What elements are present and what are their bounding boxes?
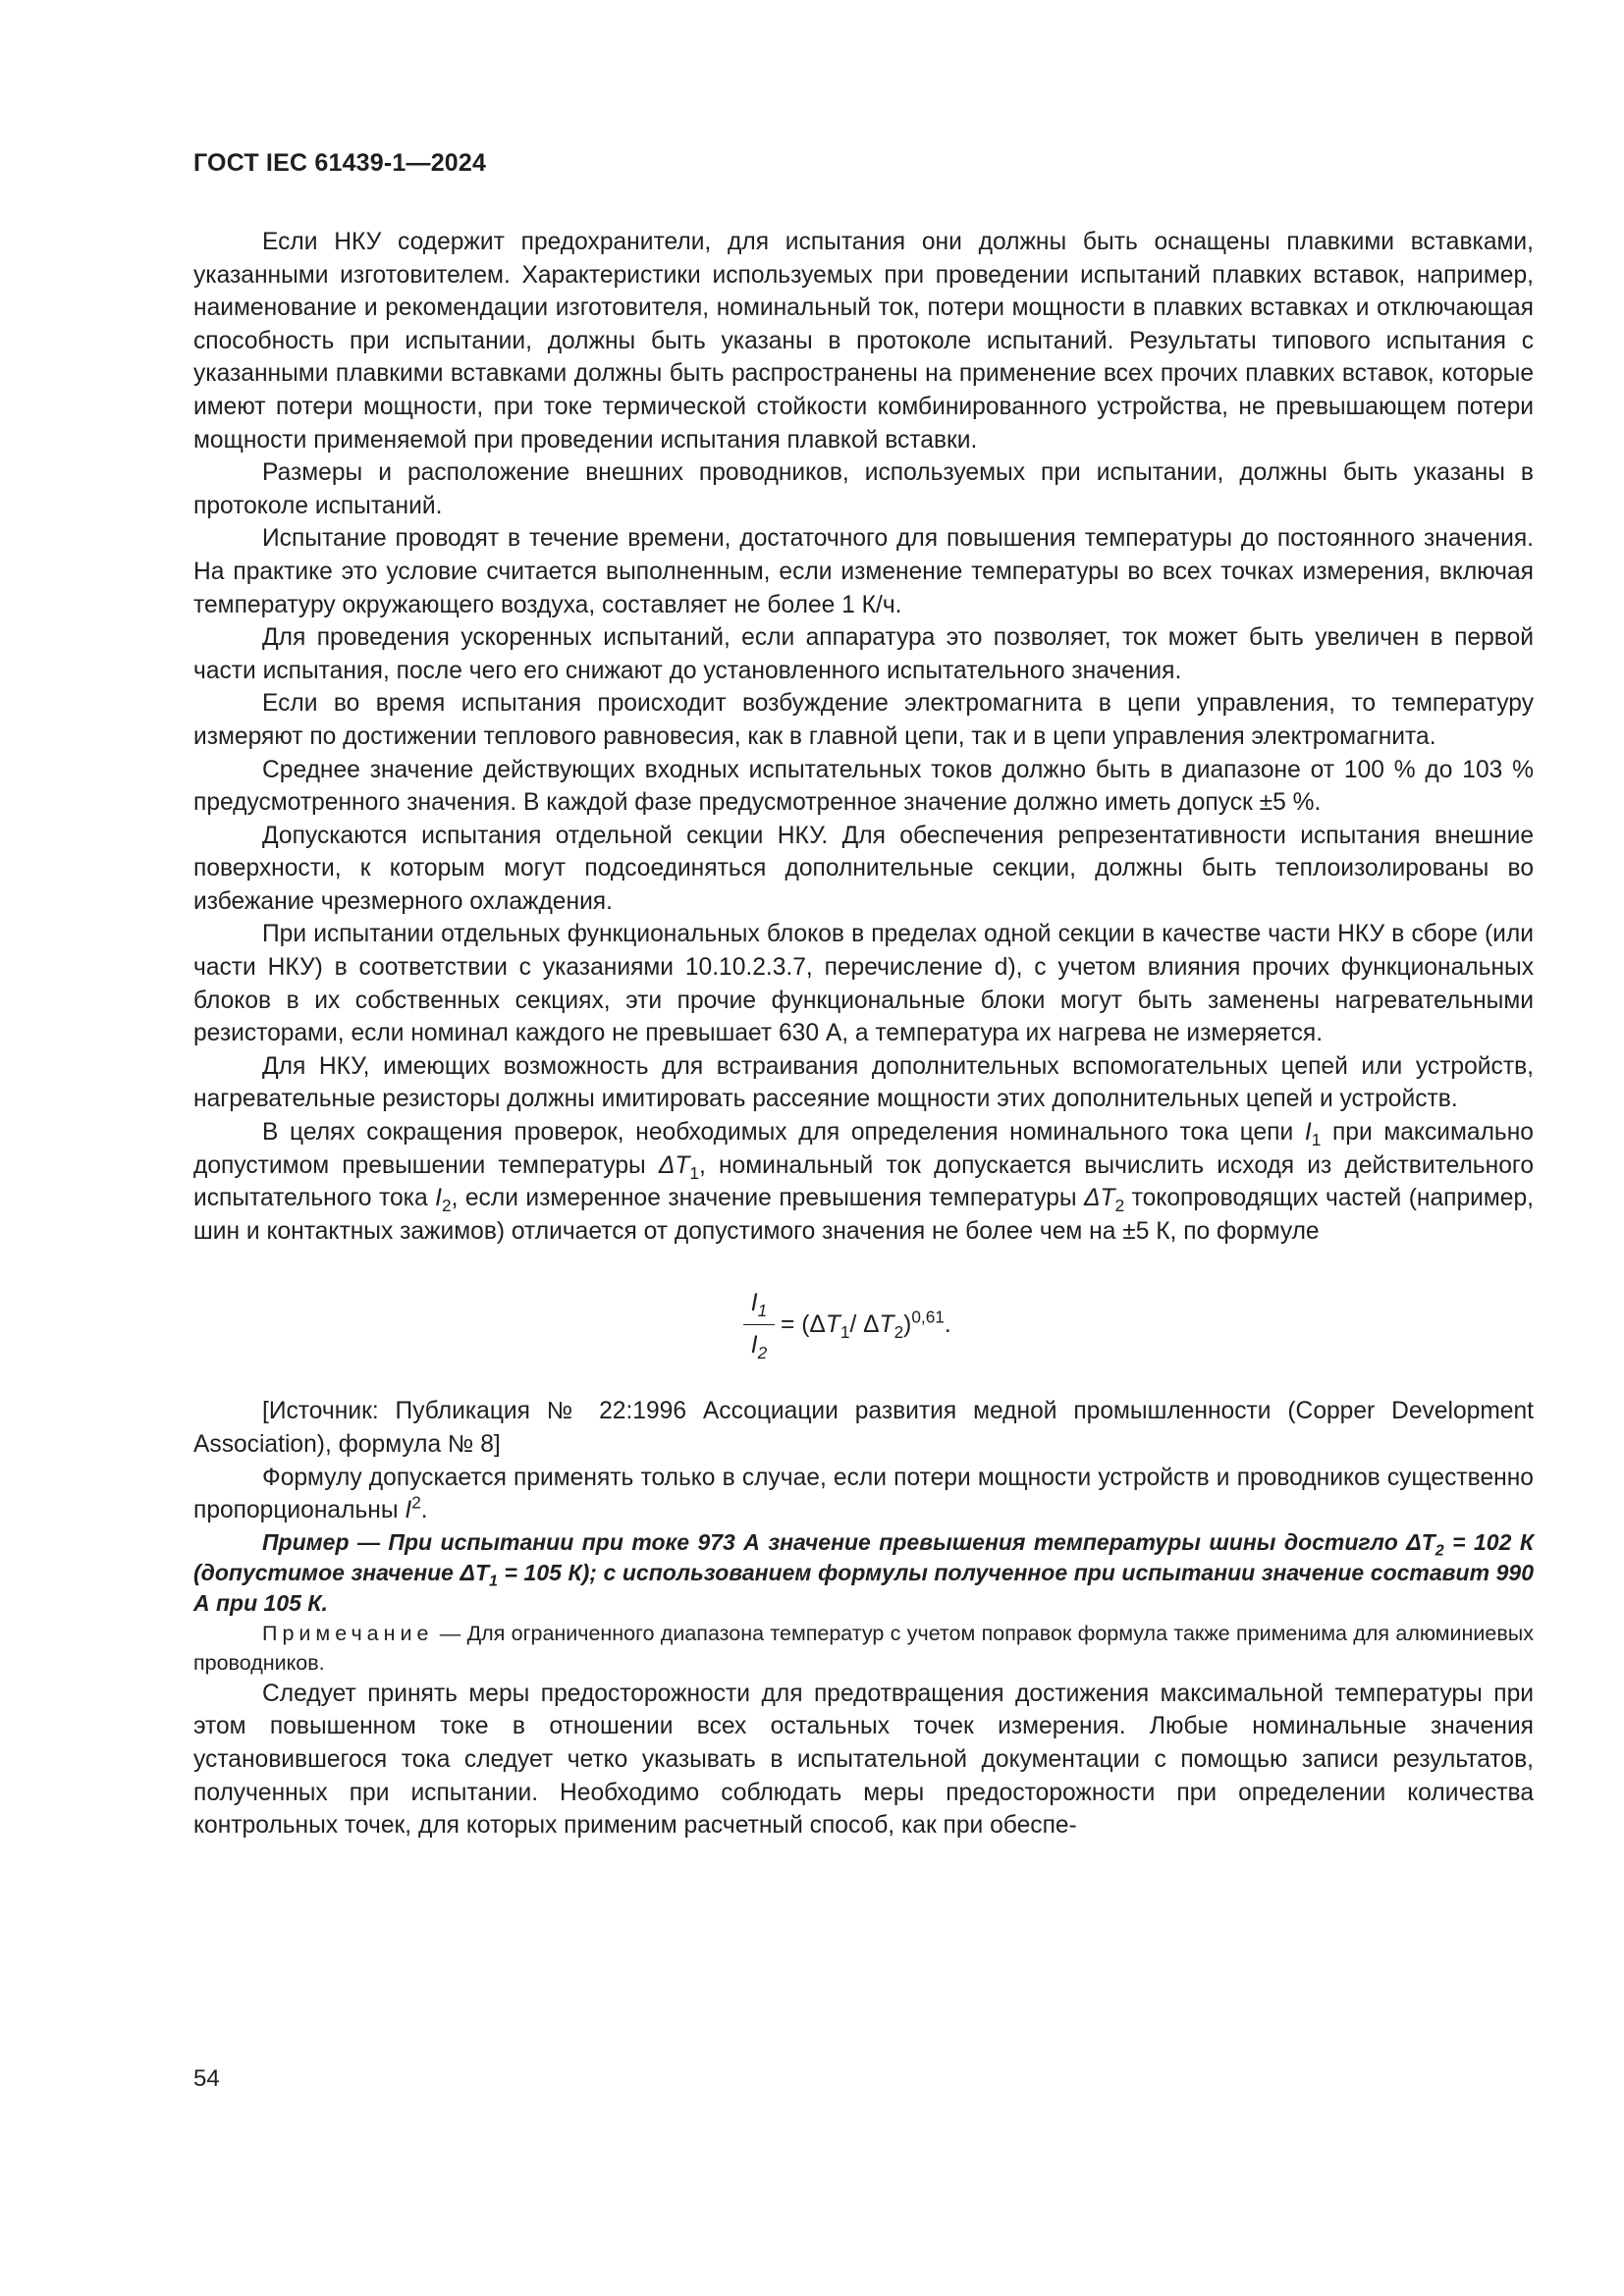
paragraph-source: [Источник: Публикация № 22:1996 Ассоциации развития медной промышленности (Copper Development Association), формула № 8] <box>193 1398 1534 1458</box>
paragraph-precautions: Следует принять меры предосторожности для предотвращения достижения максимальной температуры при этом повышенном токе в отношении всех остальных точек измерения. Любые номинальные значения установившегося тока следует четко указывать в испытательной документации с помощью записи результатов, полученных при испытании. Необходимо соблюдать меры предосторожности при определении количества контрольных точек, для которых применим расчетный способ, как при обеспе- <box>193 1680 1534 1840</box>
paragraph-formula-use: Формулу допускается применять только в случае, если потери мощности устройств и проводников существенно пропорциональны $I^2$. <box>193 1464 1534 1524</box>
paragraph-functional-units: При испытании отдельных функциональных блоков в пределах одной секции в качестве части НКУ в сборе (или части НКУ) в соответствии с указаниями 10.10.2.3.7, перечисление d), с учетом влияния прочих функциональных блоков в их собственных секциях, эти прочие функциональные блоки могут быть заменены нагревательными резисторами, если номинал каждого не превышает 630 А, а температура их нагрева не измеряется. <box>193 921 1534 1047</box>
paragraph-accelerated-tests: Для проведения ускоренных испытаний, если аппаратура это позволяет, ток может быть увеличен в первой части испытания, после чего его снижают до установленного испытательного значения. <box>193 624 1534 684</box>
paragraph-reduction: В целях сокращения проверок, необходимых для определения номинального тока цепи $I_1$ при максимально допустимом превышении температуры $\Delta T_1$, номинальный ток допускается вычислить исходя из действительного испытательного тока $I_2$, если измеренное значение превышения температуры $\Delta T_2$ токопроводящих частей (например, шин и контактных зажимов) отличается от допустимого значения не более чем на ±5 К, по формуле <box>193 1119 1534 1245</box>
formula <box>743 1277 1534 1371</box>
paragraph-conductors: Размеры и расположение внешних проводников, используемых при испытании, должны быть указаны в протоколе испытаний. <box>193 459 1534 519</box>
paragraph-test-currents: Среднее значение действующих входных испытательных токов должно быть в диапазоне от 100 % до 103 % предусмотренного значения. В каждой фазе предусмотренное значение должно иметь допуск ±5 %. <box>193 756 1534 817</box>
example-block: Пример — При испытании при токе 973 А значение превышения температуры шины достигло $\Delta T_2 = 102$ К (допустимое значение $\Delta T_1 = 105$ К); с использованием формулы полученное при испытании значение составит 990 А при 105 К. <box>193 1528 1535 1616</box>
formula-fraction <box>743 1287 775 1363</box>
paragraph-test-duration: Испытание проводят в течение времени, достаточного для повышения температуры до постоянного значения. На практике это условие считается выполненным, если изменение температуры во всех точках измерения, включая температуру окружающего воздуха, составляет не более 1 К/ч. <box>193 525 1534 618</box>
formula-numerator: $I_1$ <box>750 1289 768 1320</box>
page-number: 54 <box>193 2065 220 2092</box>
formula-right-side: = ($\Delta T_1/$ $\Delta T_2)^{0,61}$. <box>781 1307 951 1342</box>
paragraph-section-testing: Допускаются испытания отдельной секции НКУ. Для обеспечения репрезентативности испытания внешние поверхности, к которым могут подсоединяться дополнительные секции, должны быть теплоизолированы во избежание чрезмерного охлаждения. <box>193 822 1534 915</box>
body-text <box>193 226 1534 1842</box>
paragraph-auxiliary-circuits: Для НКУ, имеющих возможность для встраивания дополнительных вспомогательных цепей или устройств, нагревательные резисторы должны имитировать рассеяние мощности этих дополнительных цепей и устройств. <box>193 1052 1534 1113</box>
paragraph-electromagnet: Если во время испытания происходит возбуждение электромагнита в цепи управления, то температуру измеряют по достижении теплового равновесия, как в главной цепи, так и в цепи управления электромагнита. <box>193 690 1534 750</box>
formula-denominator: $I_2$ <box>750 1332 768 1363</box>
note-text: — Для ограниченного диапазона температур с учетом поправок формула также применима для алюминиевых проводников. <box>193 1621 1534 1675</box>
note-label: Примечание <box>262 1621 434 1645</box>
paragraph-fuses: Если НКУ содержит предохранители, для испытания они должны быть оснащены плавкими вставками, указанными изготовителем. Характеристики используемых при проведении испытаний плавких вставок, например, наименование и рекомендации изготовителя, номинальный ток, потери мощности в плавких вставках и отключающая способность при испытании, должны быть указаны в протоколе испытаний. Результаты типового испытания с указанными плавкими вставками должны быть распространены на применение всех прочих плавких вставок, которые имеют потери мощности, при токе термической стойкости комбинированного устройства, не превышающем потери мощности применяемой при проведении испытания плавкой вставки. <box>193 229 1534 454</box>
document-header: ГОСТ IEC 61439-1—2024 <box>193 149 487 177</box>
note-block <box>193 1619 1534 1678</box>
fraction-bar <box>743 1324 775 1326</box>
